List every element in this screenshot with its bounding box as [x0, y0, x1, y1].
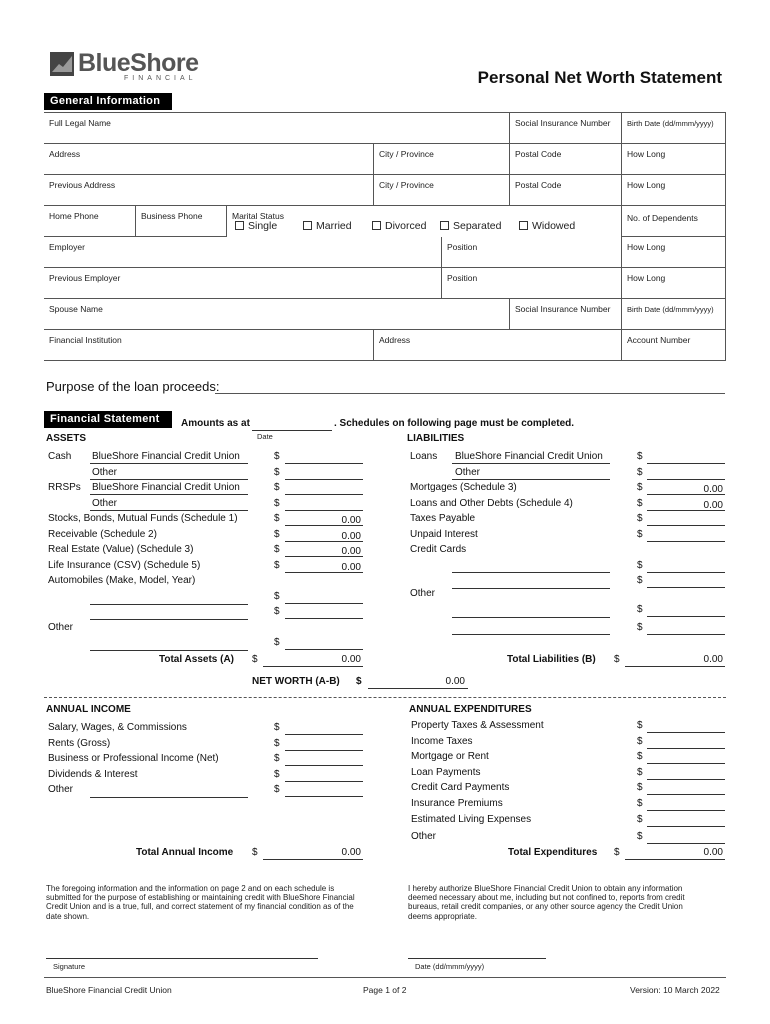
cash-other-label: Other [92, 467, 118, 478]
sin-field[interactable]: Social Insurance Number [509, 113, 621, 143]
full-name-field[interactable]: Full Legal Name [49, 118, 111, 128]
total-income-line [263, 859, 363, 860]
asset-dollar-7: $ [274, 560, 280, 571]
expenditure-amount-input-0[interactable] [647, 732, 725, 733]
marital-separated[interactable]: Separated [440, 220, 501, 232]
asset-amount-value-7: 0.00 [341, 562, 361, 573]
asset-dollar-10: $ [274, 637, 280, 648]
total-assets-label: Total Assets (A) [159, 654, 235, 665]
expenditure-item-6: Estimated Living Expenses [411, 814, 532, 825]
net-worth-dollar: $ [356, 676, 362, 687]
total-expenditures-value: 0.00 [703, 847, 723, 858]
cash-bsfcu-label: BlueShore Financial Credit Union [92, 451, 240, 462]
section-divider [44, 697, 726, 698]
expenditure-dollar-5: $ [637, 798, 643, 809]
marital-divorced[interactable]: Divorced [372, 220, 426, 232]
automobiles-label: Automobiles (Make, Model, Year) [48, 575, 196, 586]
income-dollar-3: $ [274, 769, 280, 780]
expenditure-item-3: Loan Payments [411, 767, 481, 778]
expenditure-dollar-7: $ [637, 831, 643, 842]
prev-postal-field[interactable]: Postal Code [509, 175, 621, 205]
expenditure-amount-input-4[interactable] [647, 794, 725, 795]
marital-single[interactable]: Single [235, 220, 277, 232]
asset-amount-input-0[interactable] [285, 463, 363, 464]
checkbox-separated[interactable] [440, 221, 449, 230]
assets-other-line[interactable] [90, 650, 248, 651]
spouse-name-field[interactable]: Spouse Name [49, 304, 103, 314]
expenditure-item-7: Other [411, 831, 437, 842]
asset-amount-value-5: 0.00 [341, 531, 361, 542]
account-number-field[interactable]: Account Number [621, 330, 726, 360]
loans-other-label: Other [455, 467, 481, 478]
expenditure-amount-input-5[interactable] [647, 810, 725, 811]
auto-line-2[interactable] [90, 619, 248, 620]
liab-amount-input-1[interactable] [647, 479, 725, 480]
postal-code-field[interactable]: Postal Code [509, 144, 621, 174]
total-income-dollar: $ [252, 847, 258, 858]
total-liab-line [625, 666, 725, 667]
section-general-info: General Information [44, 93, 172, 110]
total-income-value: 0.00 [341, 847, 361, 858]
total-exp-dollar: $ [614, 847, 620, 858]
rrsp-bsfcu-line [90, 494, 248, 495]
income-item-0: Salary, Wages, & Commissions [48, 722, 187, 733]
footer-page: Page 1 of 2 [363, 985, 407, 995]
footer-version: Version: 10 March 2022 [630, 985, 720, 995]
loans-bsfcu-line [452, 463, 610, 464]
asset-dollar-1: $ [274, 467, 280, 478]
liab-amount-value-3: 0.00 [703, 500, 723, 511]
assets-title: ASSETS [46, 433, 87, 444]
net-worth-value: 0.00 [445, 676, 465, 687]
expenditure-dollar-6: $ [637, 814, 643, 825]
checkbox-single[interactable] [235, 221, 244, 230]
checkbox-married[interactable] [303, 221, 312, 230]
prev-position-field[interactable]: Position [441, 268, 621, 298]
asset-amount-input-1[interactable] [285, 479, 363, 480]
credit-cards-label: Credit Cards [410, 544, 467, 555]
financial-institution-field[interactable]: Financial Institution [49, 335, 122, 345]
unpaid-interest-label: Unpaid Interest [410, 529, 478, 540]
expenditure-amount-input-3[interactable] [647, 779, 725, 780]
income-amount-input-2[interactable] [285, 765, 363, 766]
loans-bsfcu-label: BlueShore Financial Credit Union [455, 451, 603, 462]
address-field[interactable]: Address [49, 149, 81, 159]
liab-dollar-9: $ [637, 622, 643, 633]
brand-sub: FINANCIAL [124, 75, 197, 82]
prev-employer-field[interactable]: Previous Employer [49, 273, 121, 283]
asset-amount-input-8[interactable] [285, 603, 363, 604]
credit-card-line-1[interactable] [452, 572, 610, 573]
liab-amount-input-8[interactable] [647, 616, 725, 617]
liab-amount-input-7[interactable] [647, 587, 725, 588]
liab-dollar-8: $ [637, 604, 643, 615]
life-insurance-label: Life Insurance (CSV) (Schedule 5) [48, 560, 201, 571]
total-exp-line [625, 859, 725, 860]
liab-dollar-5: $ [637, 529, 643, 540]
liab-dollar-6: $ [637, 560, 643, 571]
expenditure-dollar-4: $ [637, 782, 643, 793]
stocks-label: Stocks, Bonds, Mutual Funds (Schedule 1) [48, 513, 238, 524]
expenditure-item-0: Property Taxes & Assessment [411, 720, 544, 731]
liab-dollar-1: $ [637, 467, 643, 478]
mortgages-label: Mortgages (Schedule 3) [410, 482, 517, 493]
purpose-label: Purpose of the loan proceeds: [46, 379, 220, 394]
annual-expenditures-title: ANNUAL EXPENDITURES [409, 704, 532, 715]
liab-amount-input-5[interactable] [647, 541, 725, 542]
liab-amount-value-2: 0.00 [703, 484, 723, 495]
marital-married[interactable]: Married [303, 220, 352, 232]
prev-address-field[interactable]: Previous Address [49, 180, 116, 190]
expenditure-amount-input-7[interactable] [647, 843, 725, 844]
total-liab-dollar: $ [614, 654, 620, 665]
expenditure-amount-input-6[interactable] [647, 826, 725, 827]
total-liabilities-label: Total Liabilities (B) [507, 654, 596, 665]
asset-amount-input-2[interactable] [285, 494, 363, 495]
liab-other-line-1[interactable] [452, 617, 610, 618]
income-item-1: Rents (Gross) [48, 738, 111, 749]
cash-bsfcu-line [90, 463, 248, 464]
total-liabilities-value: 0.00 [703, 654, 723, 665]
amounts-as-at-label: Amounts as at [181, 418, 250, 429]
position-field[interactable]: Position [441, 237, 621, 267]
prev-how-long-field[interactable]: How Long [621, 175, 726, 205]
date-line[interactable] [408, 958, 546, 959]
rrsps-label: RRSPs [48, 482, 81, 493]
logo-icon [50, 52, 74, 76]
asset-amount-input-10[interactable] [285, 649, 363, 650]
liabilities-title: LIABILITIES [407, 433, 465, 444]
spouse-birth-field[interactable]: Birth Date (dd/mmm/yyyy) [621, 299, 726, 329]
income-amount-input-0[interactable] [285, 734, 363, 735]
dependents-field[interactable]: No. of Dependents [621, 206, 726, 237]
expenditure-item-5: Insurance Premiums [411, 798, 503, 809]
income-item-3: Dividends & Interest [48, 769, 138, 780]
employer-field[interactable]: Employer [49, 242, 85, 252]
section-financial-statement: Financial Statement [44, 411, 172, 428]
real-estate-label: Real Estate (Value) (Schedule 3) [48, 544, 194, 555]
receivable-label: Receivable (Schedule 2) [48, 529, 157, 540]
authorization-text: I hereby authorize BlueShore Financial Credit Union to obtain any information deemed necessary about me, including but not confined to, reports from credit bureaus, retail credit companies, or any other source agency the Credit Union deems appropriate. [408, 884, 685, 921]
signature-label: Signature [53, 962, 86, 971]
checkbox-widowed[interactable] [519, 221, 528, 230]
income-dollar-1: $ [274, 738, 280, 749]
income-dollar-0: $ [274, 722, 280, 733]
income-amount-input-1[interactable] [285, 750, 363, 751]
assets-other-label: Other [48, 622, 74, 633]
expenditure-amount-input-1[interactable] [647, 748, 725, 749]
footer-org: BlueShore Financial Credit Union [46, 985, 172, 995]
declaration-text: The foregoing information and the information on page 2 and on each schedule is submitted for the purpose of establishing or maintaining credit with BlueShore Financial Credit Union and is a true, full, and correct statement of my financial condition as of the date shown. [46, 884, 355, 921]
asset-amount-value-4: 0.00 [341, 515, 361, 526]
signature-line[interactable] [46, 958, 318, 959]
asset-dollar-2: $ [274, 482, 280, 493]
page-title: Personal Net Worth Statement [477, 68, 722, 87]
how-long-field[interactable]: How Long [621, 144, 726, 174]
general-info-grid [44, 112, 726, 361]
income-item-4: Other [48, 784, 74, 795]
expenditure-dollar-2: $ [637, 751, 643, 762]
income-dollar-4: $ [274, 784, 280, 795]
liab-amount-input-9[interactable] [647, 634, 725, 635]
total-income-label: Total Annual Income [136, 847, 234, 858]
liab-amount-input-0[interactable] [647, 463, 725, 464]
rrsp-other-line[interactable] [90, 510, 248, 511]
loans-label: Loans [410, 451, 438, 462]
liab-other-label: Other [410, 588, 436, 599]
net-worth-line [368, 688, 468, 689]
prev-city-field[interactable]: City / Province [373, 175, 509, 205]
income-item-2: Business or Professional Income (Net) [48, 753, 219, 764]
footer-rule [44, 977, 726, 978]
loans-other-debts-label: Loans and Other Debts (Schedule 4) [410, 498, 573, 509]
total-assets-value: 0.00 [341, 654, 361, 665]
asset-dollar-6: $ [274, 544, 280, 555]
loans-other-line[interactable] [452, 479, 610, 480]
liab-dollar-7: $ [637, 575, 643, 586]
liab-other-line-2[interactable] [452, 634, 610, 635]
expenditure-item-4: Credit Card Payments [411, 782, 510, 793]
amounts-date-input[interactable] [252, 430, 332, 431]
expenditure-amount-input-2[interactable] [647, 763, 725, 764]
date-caption: Date [257, 432, 273, 441]
fi-address-field[interactable]: Address [373, 330, 621, 360]
employer-how-long[interactable]: How Long [621, 237, 726, 267]
expenditure-dollar-3: $ [637, 767, 643, 778]
income-other-line[interactable] [90, 797, 248, 798]
liab-dollar-4: $ [637, 513, 643, 524]
total-assets-line [263, 666, 363, 667]
home-phone-field[interactable]: Home Phone [44, 206, 135, 237]
expenditure-item-2: Mortgage or Rent [411, 751, 489, 762]
birth-date-field[interactable]: Birth Date (dd/mmm/yyyy) [621, 113, 726, 143]
marital-widowed[interactable]: Widowed [519, 220, 575, 232]
liab-amount-input-6[interactable] [647, 572, 725, 573]
purpose-input[interactable] [215, 393, 725, 394]
annual-income-title: ANNUAL INCOME [46, 704, 131, 715]
spouse-sin-field[interactable]: Social Insurance Number [509, 299, 621, 329]
checkbox-divorced[interactable] [372, 221, 381, 230]
rrsp-other-label: Other [92, 498, 118, 509]
asset-dollar-4: $ [274, 513, 280, 524]
city-field[interactable]: City / Province [373, 144, 509, 174]
asset-dollar-0: $ [274, 451, 280, 462]
expenditure-item-1: Income Taxes [411, 736, 473, 747]
brand-name: BlueShore [78, 49, 199, 77]
total-assets-dollar: $ [252, 654, 258, 665]
asset-dollar-9: $ [274, 606, 280, 617]
cash-label: Cash [48, 451, 72, 462]
liab-dollar-3: $ [637, 498, 643, 509]
asset-amount-value-6: 0.00 [341, 546, 361, 557]
income-dollar-2: $ [274, 753, 280, 764]
date-label: Date (dd/mmm/yyyy) [415, 962, 485, 971]
asset-dollar-5: $ [274, 529, 280, 540]
expenditure-dollar-0: $ [637, 720, 643, 731]
asset-amount-input-3[interactable] [285, 510, 363, 511]
auto-line-1[interactable] [90, 604, 248, 605]
credit-card-line-2[interactable] [452, 588, 610, 589]
income-amount-input-4[interactable] [285, 796, 363, 797]
prev-employer-how-long[interactable]: How Long [621, 268, 726, 298]
asset-dollar-8: $ [274, 591, 280, 602]
business-phone-field[interactable]: Business Phone [135, 206, 226, 237]
rrsp-bsfcu-label: BlueShore Financial Credit Union [92, 482, 240, 493]
liab-amount-input-4[interactable] [647, 525, 725, 526]
net-worth-label: NET WORTH (A-B) [252, 676, 340, 687]
asset-amount-input-9[interactable] [285, 618, 363, 619]
marital-status: Marital Status Single Married Divorced Separated Widowed [226, 206, 621, 237]
taxes-payable-label: Taxes Payable [410, 513, 476, 524]
cash-other-line[interactable] [90, 479, 248, 480]
liab-dollar-2: $ [637, 482, 643, 493]
schedules-note: . Schedules on following page must be completed. [334, 418, 575, 429]
expenditure-dollar-1: $ [637, 736, 643, 747]
liab-dollar-0: $ [637, 451, 643, 462]
asset-dollar-3: $ [274, 498, 280, 509]
total-expenditures-label: Total Expenditures [508, 847, 598, 858]
income-amount-input-3[interactable] [285, 781, 363, 782]
